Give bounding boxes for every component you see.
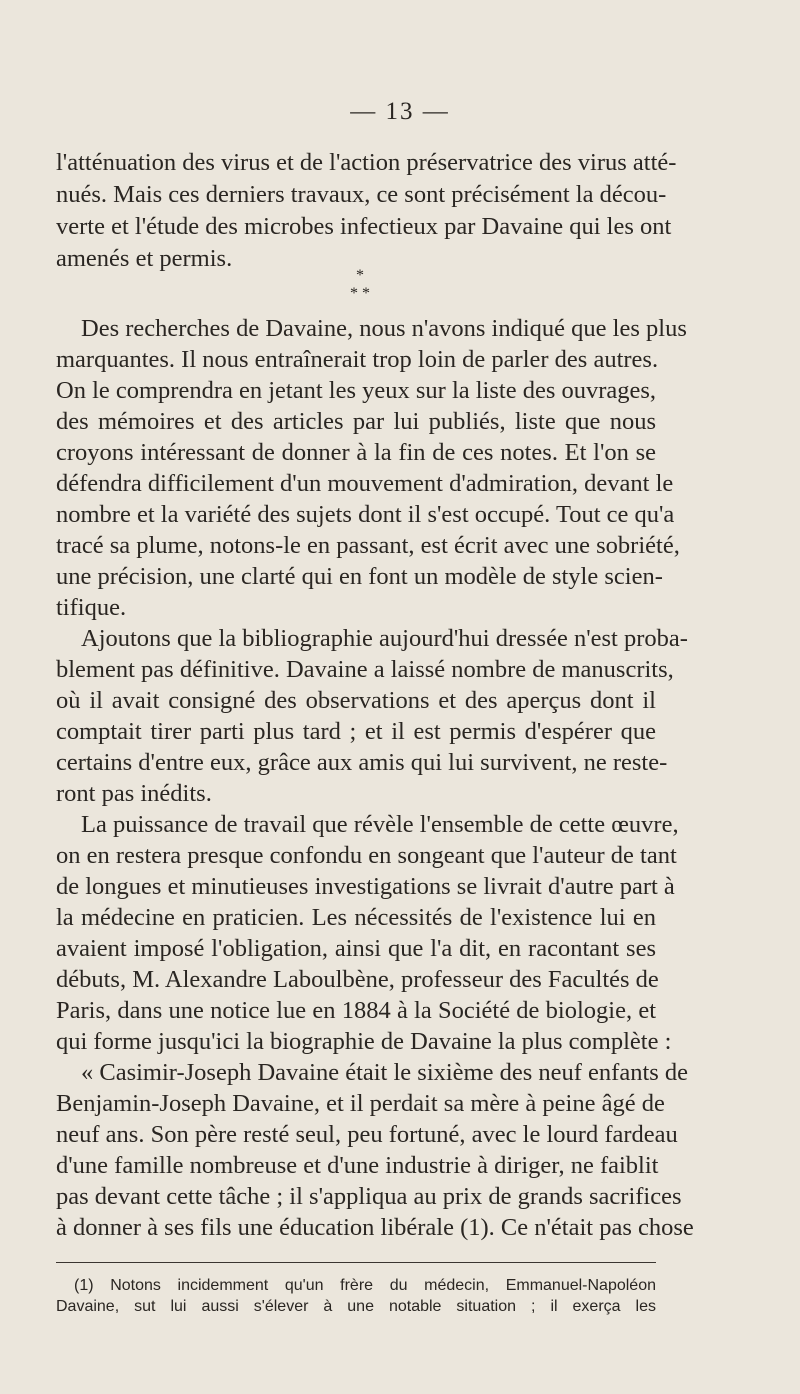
body-line: croyons intéressant de donner à la fin de ces notes. Et l'on se xyxy=(56,439,656,466)
body-line: de longues et minutieuses investigations se livrait d'autre part à xyxy=(56,873,675,900)
body-line: neuf ans. Son père resté seul, peu fortuné, avec le lourd fardeau xyxy=(56,1121,678,1148)
body-line: marquantes. Il nous entraînerait trop loin de parler des autres. xyxy=(56,346,659,373)
body-line: une précision, une clarté qui en font un modèle de style scien- xyxy=(56,563,663,590)
body-line: ront pas inédits. xyxy=(56,780,212,807)
body-line: des mémoires et des articles par lui publiés, liste que nous xyxy=(56,408,656,435)
body-line: Paris, dans une notice lue en 1884 à la Société de biologie, et xyxy=(56,997,656,1024)
body-line: La puissance de travail que révèle l'ensemble de cette œuvre, xyxy=(81,811,679,838)
footnote-rule xyxy=(56,1262,656,1263)
body-line: on en restera presque confondu en songeant que l'auteur de tant xyxy=(56,842,677,869)
footnote-line: (1) Notons incidemment qu'un frère du médecin, Emmanuel-Napoléon xyxy=(74,1277,656,1294)
body-line: Des recherches de Davaine, nous n'avons indiqué que les plus xyxy=(81,315,687,342)
body-line: amenés et permis. xyxy=(56,245,233,272)
body-line: On le comprendra en jetant les yeux sur la liste des ouvrages, xyxy=(56,377,657,404)
body-line: la médecine en praticien. Les nécessités de l'existence lui en xyxy=(56,904,656,931)
body-line: tifique. xyxy=(56,594,127,621)
body-line: débuts, M. Alexandre Laboulbène, professeur des Facultés de xyxy=(56,966,659,993)
body-line: certains d'entre eux, grâce aux amis qui lui survivent, ne reste- xyxy=(56,749,668,776)
body-line: l'atténuation des virus et de l'action préservatrice des virus atté- xyxy=(56,149,677,176)
body-line: défendra difficilement d'un mouvement d'admiration, devant le xyxy=(56,470,674,497)
body-line: qui forme jusqu'ici la biographie de Davaine la plus complète : xyxy=(56,1028,672,1055)
body-line: pas devant cette tâche ; il s'appliqua au prix de grands sacrifices xyxy=(56,1183,682,1210)
asterism-bottom: * * xyxy=(350,285,370,302)
body-line: nombre et la variété des sujets dont il s'est occupé. Tout ce qu'a xyxy=(56,501,675,528)
body-line: tracé sa plume, notons-le en passant, est écrit avec une sobriété, xyxy=(56,532,680,559)
body-line: blement pas définitive. Davaine a laissé nombre de manuscrits, xyxy=(56,656,674,683)
body-line: d'une famille nombreuse et d'une industrie à diriger, ne faiblit xyxy=(56,1152,659,1179)
body-line: à donner à ses fils une éducation libérale (1). Ce n'était pas chose xyxy=(56,1214,694,1241)
body-line: comptait tirer parti plus tard ; et il est permis d'espérer que xyxy=(56,718,656,745)
asterism-top: * xyxy=(356,267,364,284)
page-number: — 13 — xyxy=(350,98,450,125)
body-line: verte et l'étude des microbes infectieux par Davaine qui les ont xyxy=(56,213,672,240)
body-line: nués. Mais ces derniers travaux, ce sont précisément la décou- xyxy=(56,181,667,208)
body-line: avaient imposé l'obligation, ainsi que l'a dit, en racontant ses xyxy=(56,935,656,962)
body-line: Benjamin-Joseph Davaine, et il perdait sa mère à peine âgé de xyxy=(56,1090,665,1117)
body-line: où il avait consigné des observations et des aperçus dont il xyxy=(56,687,656,714)
body-line: « Casimir-Joseph Davaine était le sixième des neuf enfants de xyxy=(81,1059,689,1086)
footnote-line: Davaine, sut lui aussi s'élever à une notable situation ; il exerça les xyxy=(56,1298,656,1315)
body-line: Ajoutons que la bibliographie aujourd'hui dressée n'est proba- xyxy=(81,625,688,652)
